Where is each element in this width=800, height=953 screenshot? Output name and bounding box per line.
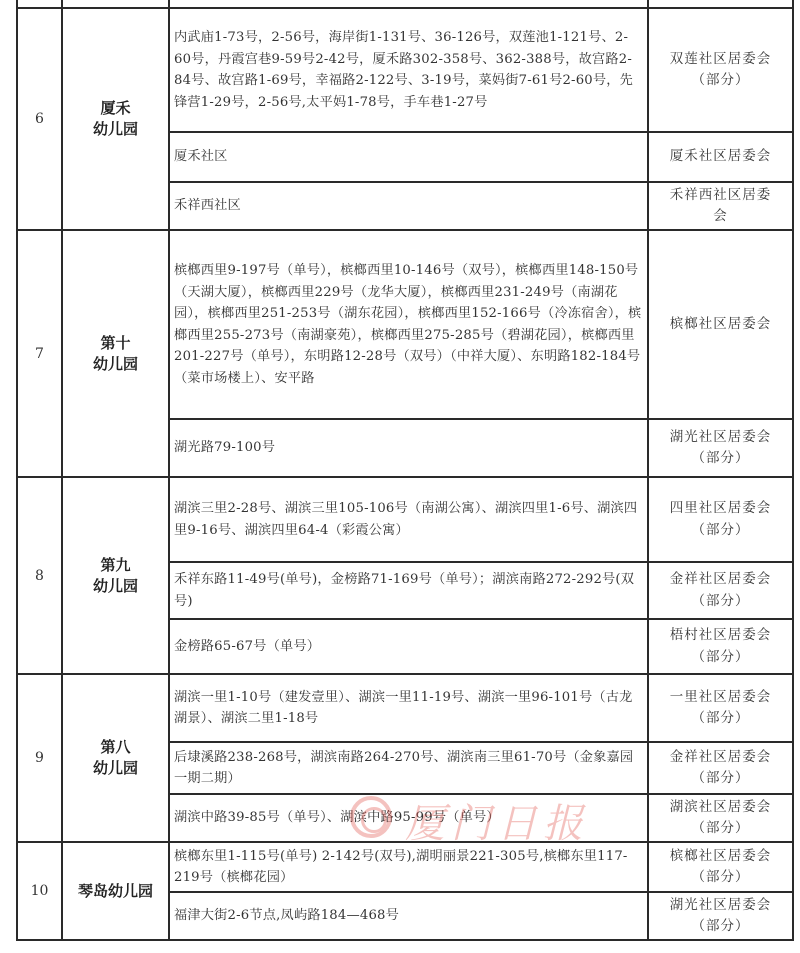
table-row [17,230,793,419]
school-name [62,674,169,842]
committee-name: 湖光社区居委会 [669,896,772,913]
address-cell: 禾祥西社区 [169,182,648,230]
school-name-line1: 第十 [100,333,131,352]
watermark-text: 厦门日报 [405,801,589,847]
committee-note: （部分） [691,770,750,786]
school-name-line2: 幼儿园 [92,354,138,373]
committee-note: （部分） [691,710,750,726]
school-name-line1: 厦禾 [100,99,131,117]
committee-cell [648,842,793,892]
committee-cell [648,182,793,230]
address-cell: 禾祥东路11-49号(单号)，金榜路71-169号（单号）；湖滨南路272-292号(双号) [169,562,648,619]
address-cell: 湖滨中路39-85号（单号）、湖滨中路95-99号（单号） [169,794,648,842]
cell-stub [17,0,62,8]
school-name [62,230,169,477]
committee-cell [648,742,793,794]
row-number: 6 [17,8,62,230]
committee-name: 金祥社区居委会 [669,748,772,765]
committee-name: 双莲社区居委会 [669,50,772,67]
row-number: 7 [17,230,62,477]
address-cell: 福津大街2-6节点,凤屿路184—468号 [169,892,648,940]
committee-name: 一里社区居委会 [669,688,772,705]
table-row [17,674,793,742]
committee-cell [648,477,793,562]
committee-cell [648,892,793,940]
school-name-line2: 幼儿园 [92,576,138,595]
row-number: 8 [17,477,62,674]
committee-note: （部分） [691,820,750,836]
row-number: 10 [17,842,62,940]
committee-name: 厦禾社区居委会 [669,148,772,165]
school-name [62,477,169,674]
committee-name: 湖滨社区居委会 [669,798,772,815]
committee-cell [648,230,793,419]
committee-name: 槟榔社区居委会 [669,847,772,864]
committee-name: 梧村社区居委会 [669,627,772,643]
school-district-table [16,0,794,941]
committee-cell [648,674,793,742]
address-cell: 后埭溪路238-268号，湖滨南路264-270号、湖滨南三里61-70号（金象嘉园一期二期） [169,742,648,794]
committee-note: （部分） [691,592,750,609]
cell-stub [648,0,793,8]
school-name-line2: 幼儿园 [92,759,138,777]
table-row [17,842,793,892]
committee-note: （部分） [691,450,750,466]
committee-name: 四里社区居委会 [669,500,772,516]
table-row [17,8,793,132]
table-row [17,477,793,562]
school-name-line2: 幼儿园 [92,120,138,138]
committee-note: （部分） [691,869,750,885]
committee-note: （部分） [691,648,750,665]
address-cell: 湖滨三里2-28号、湖滨三里105-106号（南湖公寓）、湖滨四里1-6号、湖滨四里9-16号、湖滨四里64-4（彩霞公寓） [169,477,648,562]
committee-cell [648,562,793,619]
address-cell: 槟榔西里9-197号（单号），槟榔西里10-146号（双号），槟榔西里148-150号（天湖大厦），槟榔西里229号（龙华大厦），槟榔西里231-249号（南湖花园），槟榔西里251-253号（湖东花园），槟榔西里152-166号（冷冻宿舍），槟榔西里255-273号（南湖豪苑），槟榔西里275-285号（碧湖花园），槟榔西里201-227号（单号），东明路12-28号（双号）（中祥大厦）、东明路182-184号（菜市场楼上）、安平路 [169,230,648,419]
school-name-line1: 第八 [100,738,131,756]
committee-name: 槟榔社区居委会 [669,315,772,332]
committee-name: 禾祥西社区居委 [669,186,772,203]
committee-name: 湖光社区居委会 [669,428,772,445]
committee-cell [648,619,793,674]
address-cell: 槟榔东里1-115号(单号) 2-142号(双号),湖明丽景221-305号,槟榔东里117-219号（槟榔花园） [169,842,648,892]
committee-cell [648,132,793,182]
school-name-line1: 第九 [100,555,131,574]
committee-note: （部分） [691,521,750,538]
address-cell: 湖滨一里1-10号（建发壹里）、湖滨一里11-19号、湖滨一里96-101号（古龙湖景）、湖滨二里1-18号 [169,674,648,742]
row-number: 9 [17,674,62,842]
committee-cell [648,8,793,132]
cell-stub [169,0,648,8]
committee-cell [648,794,793,842]
address-cell: 内武庙1-73号，2-56号，海岸街1-131号、36-126号，双莲池1-121号、2-60号，丹霞宫巷9-59号2-42号，厦禾路302-358号、362-388号，故宫路2-84号、故宫路1-69号，幸福路2-122号、3-19号，菜妈街7-61号2-60号，先锋营1-29号，2-56号,太平妈1-78号，手车巷1-27号 [169,8,648,132]
committee-note: （部分） [691,72,750,88]
cell-stub [62,0,169,8]
address-cell: 湖光路79-100号 [169,419,648,477]
committee-note: 会 [713,208,728,224]
school-name [62,842,169,940]
address-cell: 厦禾社区 [169,132,648,182]
school-name-line1: 琴岛幼儿园 [77,881,153,900]
school-name [62,8,169,230]
previous-row-stub [17,0,793,8]
committee-name: 金祥社区居委会 [669,571,772,587]
address-cell: 金榜路65-67号（单号） [169,619,648,674]
committee-note: （部分） [691,918,750,934]
committee-cell [648,419,793,477]
